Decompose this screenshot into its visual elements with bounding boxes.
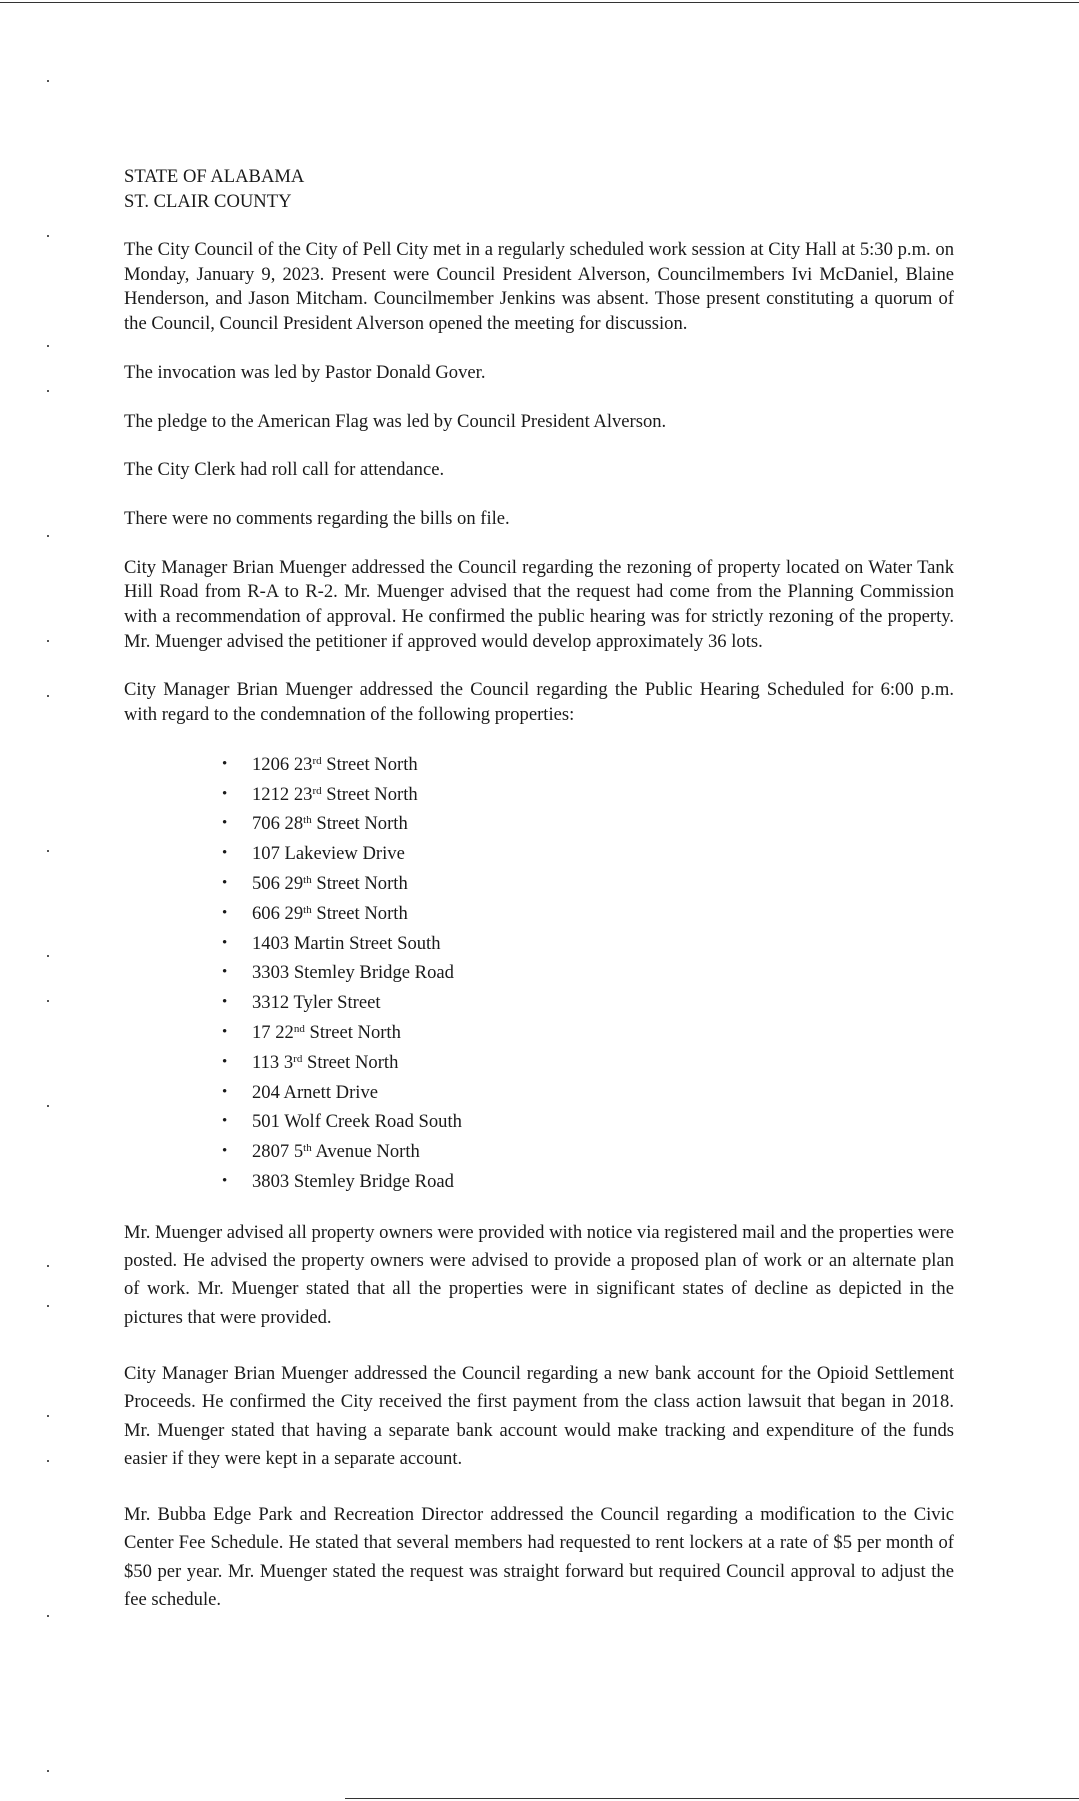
property-list xyxy=(124,750,954,1197)
roll-call-paragraph: The City Clerk had roll call for attendance. xyxy=(124,459,445,481)
ordinal-suffix: rd xyxy=(312,784,322,797)
property-address-number: 706 28 xyxy=(252,813,304,835)
pledge-paragraph: The pledge to the American Flag was led by Council President Alverson. xyxy=(124,410,667,432)
invocation-paragraph: The invocation was led by Pastor Donald Gover. xyxy=(124,361,486,383)
bills-paragraph: There were no comments regarding the bills on file. xyxy=(124,507,510,529)
margin-tick xyxy=(47,850,49,852)
margin-tick xyxy=(47,1770,49,1772)
state-heading: STATE OF ALABAMA xyxy=(124,166,305,187)
property-list-item xyxy=(222,750,954,780)
bullet-icon: • xyxy=(222,755,228,772)
property-address-street: Street North xyxy=(311,813,408,835)
ordinal-suffix: th xyxy=(303,903,312,916)
property-address-number: 1212 23 xyxy=(252,783,313,805)
bullet-icon: • xyxy=(222,815,228,832)
margin-tick xyxy=(47,1105,49,1107)
rezoning-paragraph: City Manager Brian Muenger addressed the Council regarding the rezoning of property located on Water Tank Hill Road from R-A to R-2. Mr. Muenger advised that the request had come from the Planning Commission with a recommendation of approval. He confirmed the public hearing was for strictly rezoning of the property. Mr. Muenger advised the petitioner if approved would develop approximately 36 lots. xyxy=(124,556,954,652)
property-list-item xyxy=(222,780,954,810)
property-address-number: 2807 5 xyxy=(252,1141,304,1163)
opening-paragraph: The City Council of the City of Pell City met in a regularly scheduled work session at City Hall at 5:30 p.m. on Monday, January 9, 2023. Present were Council President Alverson, Councilmembers Ivi McDaniel, Blaine Henderson, and Jason Mitcham. Councilmember Jenkins was absent. Those present constituting a quorum of the Council, Council President Alverson opened the meeting for discussion. xyxy=(124,239,954,335)
property-address-street: Street North xyxy=(302,1051,399,1073)
property-list-item xyxy=(222,1048,954,1078)
notice-paragraph: Mr. Muenger advised all property owners were provided with notice via registered mail and the properties were posted. He advised the property owners were advised to provide a proposed plan of work or an alternate plan of work. Mr. Muenger stated that all the properties were in significant states of decline as depicted in the pictures that were provided. xyxy=(124,1221,954,1328)
bullet-icon: • xyxy=(222,845,228,862)
property-list-item xyxy=(222,1078,954,1108)
margin-tick xyxy=(47,80,49,82)
property-address-street: Street North xyxy=(321,783,418,805)
bullet-icon: • xyxy=(222,934,228,951)
property-address-number: 3303 Stemley Bridge Road xyxy=(252,962,454,984)
civic-center-paragraph: Mr. Bubba Edge Park and Recreation Director addressed the Council regarding a modification to the Civic Center Fee Schedule. He stated that several members had requested to rent lockers at a rate of $5 per month of $50 per year. Mr. Muenger stated the request was straight forward but required Council approval to adjust the fee schedule. xyxy=(124,1504,954,1611)
margin-tick xyxy=(47,955,49,957)
property-address-number: 506 29 xyxy=(252,873,304,895)
ordinal-suffix: th xyxy=(303,1142,312,1155)
bottom-scan-rule xyxy=(345,1798,1079,1799)
property-list-item xyxy=(222,1167,954,1197)
bullet-icon: • xyxy=(222,1143,228,1160)
margin-tick xyxy=(47,695,49,697)
property-list-item xyxy=(222,839,954,869)
property-address-number: 1403 Martin Street South xyxy=(252,932,441,954)
bullet-icon: • xyxy=(222,1083,228,1100)
margin-tick xyxy=(47,1305,49,1307)
property-address-number: 1206 23 xyxy=(252,753,313,775)
loose-section xyxy=(124,1219,954,1615)
property-address-number: 501 Wolf Creek Road South xyxy=(252,1111,462,1133)
bullet-icon: • xyxy=(222,785,228,802)
ordinal-suffix: th xyxy=(303,874,312,887)
opioid-paragraph: City Manager Brian Muenger addressed the Council regarding a new bank account for the Opioid Settlement Proceeds. He confirmed the City received the first payment from the class action lawsuit that began in 2018. Mr. Muenger stated that having a separate bank account would make tracking and expenditure of the funds easier if they were kept in a separate account. xyxy=(124,1362,954,1469)
property-address-number: 606 29 xyxy=(252,902,304,924)
margin-tick xyxy=(47,1415,49,1417)
margin-tick xyxy=(47,1615,49,1617)
margin-tick xyxy=(47,535,49,537)
margin-tick xyxy=(47,1460,49,1462)
margin-tick xyxy=(47,390,49,392)
bullet-icon: • xyxy=(222,1173,228,1189)
property-address-number: 3803 Stemley Bridge Road xyxy=(252,1171,454,1192)
hearing-intro-paragraph: City Manager Brian Muenger addressed the Council regarding the Public Hearing Scheduled for 6:00 p.m. with regard to the condemnation of the following properties: xyxy=(124,679,954,726)
property-address-number: 3312 Tyler Street xyxy=(252,992,381,1014)
property-list-item xyxy=(222,929,954,959)
property-address-number: 204 Arnett Drive xyxy=(252,1081,378,1103)
property-address-number: 17 22 xyxy=(252,1022,294,1044)
bullet-icon: • xyxy=(222,1024,228,1041)
margin-tick xyxy=(47,235,49,237)
property-list-item xyxy=(222,1137,954,1167)
top-scan-rule xyxy=(0,2,1079,3)
margin-tick xyxy=(47,345,49,347)
ordinal-suffix: rd xyxy=(312,754,322,767)
margin-tick xyxy=(47,1265,49,1267)
property-address-street: Street North xyxy=(321,753,418,775)
bullet-icon: • xyxy=(222,994,228,1011)
property-address-street: Avenue North xyxy=(311,1141,420,1163)
property-list-item xyxy=(222,1107,954,1137)
property-list-item xyxy=(222,958,954,988)
bullet-icon: • xyxy=(222,964,228,981)
property-list-item xyxy=(222,869,954,899)
ordinal-suffix: th xyxy=(303,814,312,827)
property-list-item xyxy=(222,1018,954,1048)
property-address-number: 113 3 xyxy=(252,1051,294,1073)
margin-tick xyxy=(47,640,49,642)
minutes-body xyxy=(124,165,954,1614)
margin-tick xyxy=(47,1000,49,1002)
bullet-icon: • xyxy=(222,875,228,892)
property-list-item xyxy=(222,899,954,929)
bullet-icon: • xyxy=(222,904,228,921)
ordinal-suffix: nd xyxy=(293,1023,305,1036)
bullet-icon: • xyxy=(222,1053,228,1070)
property-address-number: 107 Lakeview Drive xyxy=(252,843,405,865)
ordinal-suffix: rd xyxy=(293,1052,303,1065)
property-address-street: Street North xyxy=(304,1022,401,1044)
property-address-street: Street North xyxy=(311,873,408,895)
property-list-item xyxy=(222,809,954,839)
property-list-item xyxy=(222,988,954,1018)
property-address-street: Street North xyxy=(311,902,408,924)
bullet-icon: • xyxy=(222,1113,228,1130)
county-heading: ST. CLAIR COUNTY xyxy=(124,190,292,212)
